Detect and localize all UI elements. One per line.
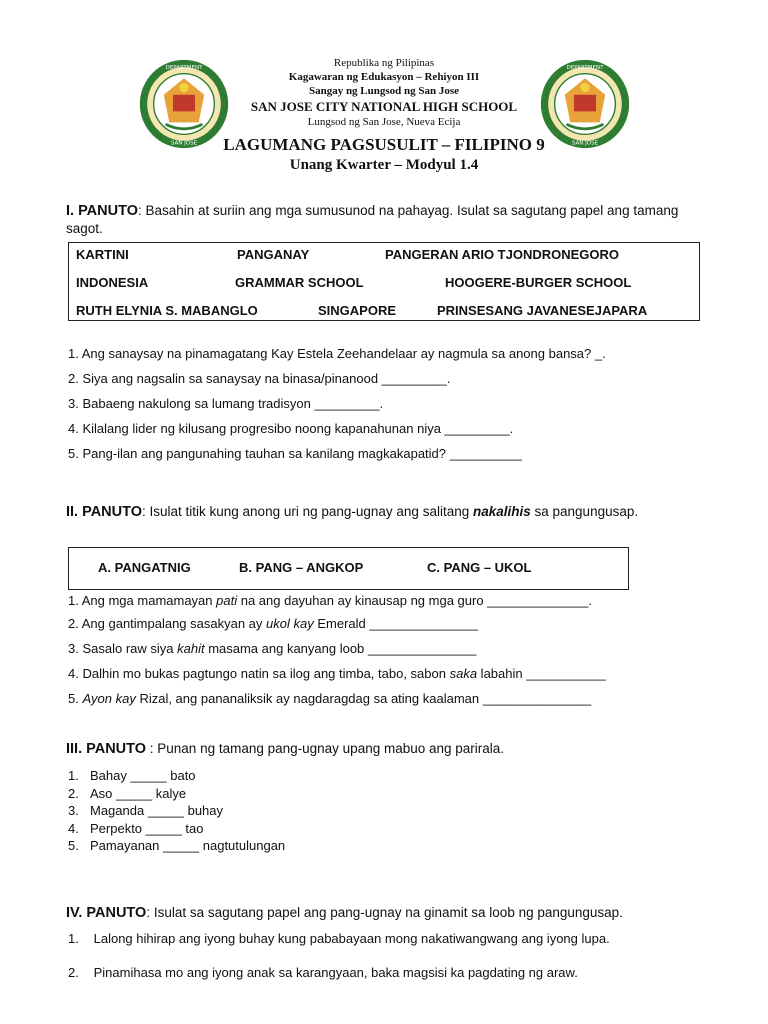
section1-item-5: 5. Pang-ilan ang pangunahing tauhan sa kanilang magkakapatid? __________ bbox=[68, 446, 522, 461]
choice-cell: RUTH ELYNIA S. MABANGLO bbox=[76, 303, 258, 318]
section1-instruction-text: : Basahin at suriin ang mga sumusunod na pahayag. Isulat sa sagutang papel ang tamang sagot. bbox=[66, 203, 679, 236]
svg-text:DEPARTMENT: DEPARTMENT bbox=[566, 65, 604, 72]
choice-cell: C. PANG – UKOL bbox=[427, 560, 532, 575]
section4-item-2: 2. Pinamihasa mo ang iyong anak sa karangyaan, baka magsisi ka pagdating ng araw. bbox=[68, 965, 578, 980]
list-item: 2. Aso _____ kalye bbox=[68, 785, 187, 801]
section2-item-2: 2. Ang gantimpalang sasakyan ay ukol kay Emerald _______________ bbox=[68, 616, 478, 631]
choice-cell: PANGANAY bbox=[237, 247, 310, 262]
choice-cell: SINGAPORE bbox=[318, 303, 397, 318]
section4-instruction-text: : Isulat sa sagutang papel ang pang-ugnay na ginamit sa loob ng pangungusap. bbox=[146, 905, 623, 920]
section1-item-4: 4. Kilalang lider ng kilusang progresibo noong kapanahunan niya _________. bbox=[68, 421, 514, 436]
header-department: Kagawaran ng Edukasyon – Rehiyon III bbox=[288, 71, 480, 83]
exam-subtitle: Unang Kwarter – Modyul 1.4 bbox=[289, 157, 479, 173]
section2-item-3: 3. Sasalo raw siya kahit masama ang kanyang loob _______________ bbox=[68, 641, 477, 656]
choice-cell: PANGERAN ARIO TJONDRONEGORO bbox=[385, 247, 620, 262]
exam-titles bbox=[0, 134, 768, 175]
choice-cell: PRINSESANG JAVANESEJAPARA bbox=[437, 303, 648, 318]
choice-cell: HOOGERE-BURGER SCHOOL bbox=[445, 275, 632, 290]
section2-instruction-text-b: sa pangungusap. bbox=[530, 504, 639, 519]
section1-item-3: 3. Babaeng nakulong sa lumang tradisyon _________. bbox=[68, 396, 384, 411]
section1-item-1: 1. Ang sanaysay na pinamagatang Kay Estela Zeehandelaar ay nagmula sa anong bansa? _. bbox=[68, 346, 606, 361]
section3-list bbox=[68, 767, 285, 855]
section1-choices-box bbox=[68, 242, 700, 321]
section2-item-4: 4. Dalhin mo bukas pagtungo natin sa ilog ang timba, tabo, sabon saka labahin ___________ bbox=[68, 666, 606, 681]
choice-cell: GRAMMAR SCHOOL bbox=[235, 275, 364, 290]
header-division: Sangay ng Lungsod ng San Jose bbox=[308, 85, 460, 97]
section2-item-1: 1. Ang mga mamamayan pati na ang dayuhan ay kinausap ng mga guro ______________. bbox=[68, 593, 593, 608]
svg-text:SAN JOSE: SAN JOSE bbox=[170, 140, 198, 147]
section4-instruction bbox=[66, 904, 706, 922]
section2-heading: II. PANUTO bbox=[66, 504, 142, 520]
school-header bbox=[0, 56, 768, 129]
section2-instruction-text-a: : Isulat titik kung anong uri ng pang-ugnay ang salitang bbox=[142, 504, 473, 519]
choice-cell: KARTINI bbox=[76, 247, 129, 262]
header-school-name: SAN JOSE CITY NATIONAL HIGH SCHOOL bbox=[250, 99, 518, 114]
list-item: 5. Pamayanan _____ nagtutulungan bbox=[68, 838, 286, 853]
svg-text:SAN JOSE: SAN JOSE bbox=[571, 140, 599, 147]
choice-cell: INDONESIA bbox=[76, 275, 149, 290]
header-republic: Republika ng Pilipinas bbox=[333, 57, 435, 69]
svg-text:DEPARTMENT: DEPARTMENT bbox=[165, 65, 203, 72]
section4-item-1: 1. Lalong hihirap ang iyong buhay kung pababayaan mong nakatiwangwang ang iyong lupa. bbox=[68, 931, 610, 946]
header-address: Lungsod ng San Jose, Nueva Ecija bbox=[307, 116, 461, 128]
section2-instruction-emphasis: nakalihis bbox=[472, 504, 531, 519]
choice-cell: B. PANG – ANGKOP bbox=[239, 560, 364, 575]
section3-instruction-text: : Punan ng tamang pang-ugnay upang mabuo ang parirala. bbox=[146, 741, 505, 756]
section1-item-2: 2. Siya ang nagsalin sa sanaysay na binasa/pinanood _________. bbox=[68, 371, 451, 386]
section1-instruction bbox=[66, 202, 706, 238]
choice-cell: A. PANGATNIG bbox=[98, 560, 191, 575]
section2-item-5: 5. Ayon kay Rizal, ang pananaliksik ay nagdaragdag sa ating kaalaman _______________ bbox=[68, 691, 592, 706]
section2-instruction bbox=[66, 503, 706, 521]
section4-heading: IV. PANUTO bbox=[66, 905, 147, 921]
list-item: 3. Maganda _____ buhay bbox=[68, 803, 224, 818]
section3-heading: III. PANUTO bbox=[66, 741, 147, 757]
list-item: 4. Perpekto _____ tao bbox=[68, 820, 204, 836]
section1-heading: I. PANUTO bbox=[66, 203, 138, 219]
list-item: 1. Bahay _____ bato bbox=[68, 768, 196, 783]
section2-choices-box bbox=[68, 547, 629, 590]
exam-title: LAGUMANG PAGSUSULIT – FILIPINO 9 bbox=[223, 135, 545, 154]
section3-instruction bbox=[66, 740, 706, 758]
